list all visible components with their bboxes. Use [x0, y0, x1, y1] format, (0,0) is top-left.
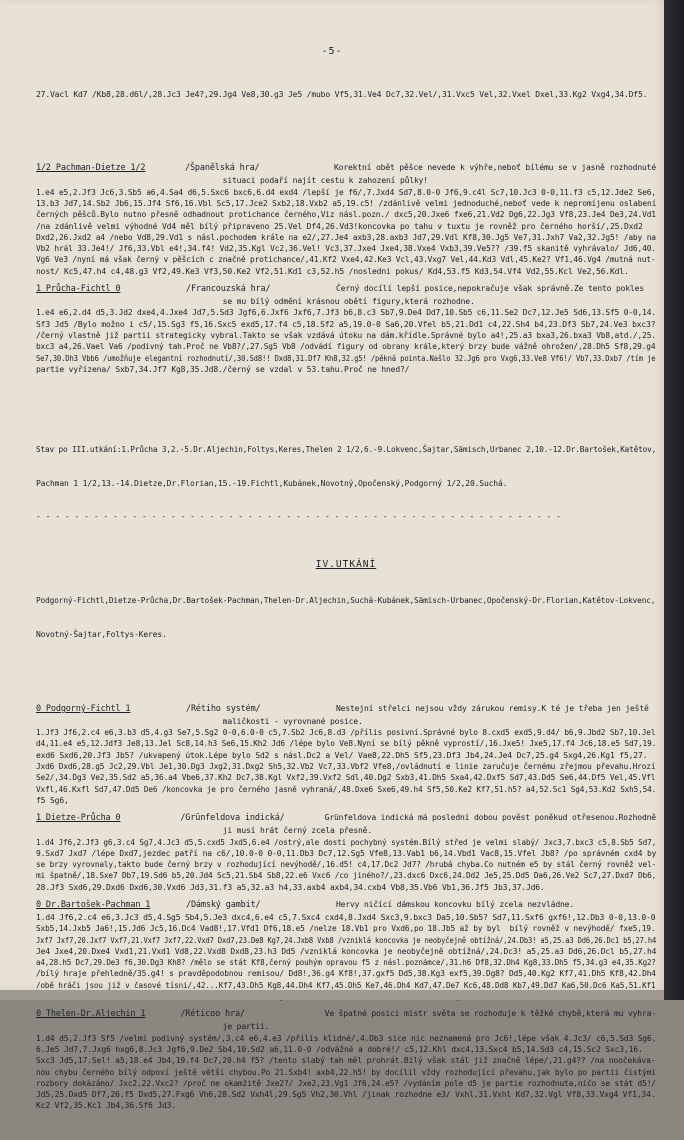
- game-opening: /Rétiho systém/: [186, 703, 261, 714]
- game-header: [36, 899, 656, 912]
- game-moves-line: nou chybu černého bílý odpoví ještě větší chybou.Po 21.Sxb4! axb4,22.h5! by docílil vždy rozhodující převahu,jak bylo po partii čistými: [36, 1067, 656, 1077]
- game-moves-line: Dxd2,26.Jxd2 a4 /nebo Vd8,29.Vd1 s násl.pochodem krále na e2/,27.Je4 axb3,28.axb3 Jd7,29.Vdl Kf8,30.Jg5 Ve7,31.Jxh7 Va2,32.Jg5! /aby na: [36, 232, 656, 242]
- game-moves-line: Se7,30.Dh3 Vbb6 /umožňuje elegantní rozhodnutí/,30.Sd8!! Dxd8,31.Df7 Kh8,32.g5! /pěkná pointa.Našlo 32.Jg6 pro Vxg6,33.Ve8 Vf6!/ Vb7,33.Dxb7 /tím je: [36, 353, 656, 363]
- game-moves-line: bxc3 a4,26.Vael Va6 /podivný tah.Proč ne Vb8?/,27.Sg5 Vb8 /odvádí figury od obrany krále,který brzy bude vážně ohrožen/,28.Dh5 Sf8,29.g4: [36, 342, 656, 352]
- game-moves-line: Sf3 Jd5 /Bylo možno i c5/,15.Sg3 f5,16.Sxc5 exd5,17.f4 c5,18.Sf2 a5,19.0-0 Sa6,20.Vfel b5,21.Dd1 c4,22.Sh4 b4,23.Df3 Sb7,24.Ve3 bxc3?: [36, 319, 656, 329]
- game-moves-line: nost/ Kc5,47.h4 c4,48.g3 Vf2,49.Ke3 Vf3,50.Ke2 Vf2,51.Kd1 c3,52.h5 /nosledni pokus/ Kd4,53.f5 Kd3,54.Vf4 Vd2,55.Kcl Ve2,56.Kdl.: [36, 266, 629, 276]
- game-moves-line: Kc2 Vf2,35.Kc1 Jb4,36.Sf6 Jd3.: [36, 1101, 176, 1111]
- game-moves-line: /bílý hraje přehledně/35.g4! s pravděpodobnou remisou/ Dd8!,36.g4 Kf8!,37.gxf5 Dd5,38.Kg3 exf5,39.Dg8? Dd5,40.Kg2 Kf7,41.Dh5 Kf8,42.Dh4: [36, 969, 656, 979]
- game-moves-line: partie vyřízena/ Sxb7,34.Jf7 Kg8,35.Jd8./černý se vzdal v 53.tahu.Proč ne hned?/: [36, 364, 410, 374]
- game-moves-line: 1.e4 e5,2.Jf3 Jc6,3.Sb5 a6,4.Sa4 d6,5.Sxc6 bxc6,6.d4 exd4 /lepší je f6/,7.Jxd4 Sd7,8.0-0 Jf6,9.c4l Sc7,10.Jc3 0-0,11.f3 c5,12.Jde2 Se6,: [36, 187, 656, 197]
- game-moves-line: Se2/,34.Dg3 Ve2,35.Sd2 a5,36.a4 Vbe6,37.Kh2 Dc7,38.Kgl Vxf2,39.Vxf2 Sdl,40.Dg2 Sxb3,41.Dh5 Sxa4,42.Dxf5 Sd7,43.Dd5 Se6,44.Df5 Vel,45.Vfl: [36, 773, 656, 783]
- pairings-line-1: Podgorný-Fichtl,Dietze-Průcha,Dr.Bartošek-Pachman,Thelen-Dr.Aljechin,Suchá-Kubánek,Sämisch-Urbanec,Opočenský-Dr.Florian,Katětov-Lokvenc,: [36, 596, 656, 606]
- game-comment: Korektní obět pěšce nevede k výhře,neboť bílému se v jasně rozhodnuté: [334, 163, 656, 173]
- game-moves-line: /černý vlastně již partii strategicky vybral.Takto se však vzdává útoku na dám.křídle.Správné bylo a4!,25.a3 bxa3,26.bxa3 Vb8,atd./,25.: [36, 330, 656, 340]
- game-moves-line: 1.e4 e6,2.d4 d5,3.Jd2 dxe4,4.Jxe4 Jd7,5.Sd3 Jgf6,6.Jxf6 Jxf6,7.Jf3 b6,8.c3 Sb7,9.De4 Dd7,10.Sb5 c6,11.Se2 Dc7,12.Je5 Sd6,13.Sf5 0-0,14.: [36, 308, 656, 318]
- game-players: 1 Průcha-Fichtl 0: [36, 284, 121, 295]
- game-comment: Hervy ničící dámskou koncovku bílý zcela nezvládne.: [336, 900, 574, 909]
- game-moves-line: Vxfl,46.Kxfl Sd7,47.Dd5 De6 /koncovka je pro černého jasně vyhraná/,48.Dxe6 Sxe6,49.h4 Sf5,50.Ke2 Kf7,51.h5? a4,52.Sc1 Sg4,53.Kd2 Sxh5,54.: [36, 784, 657, 794]
- game-moves-line: /obě hráči jsou již v časové tísni/,42...Kf7,43.Dh5 Kg8,44.Dh4 Kf7,45.Dh5 Ke7,46.Dh4 Kd7,47.De7 Kc6,48.Dd8 Kb7,49.Dd7 Ka6,50.Dc6 Ka5,51.Kf1: [36, 980, 656, 990]
- game-moves-line: Vb2 hrál 33.Je4!/ Jf6,33.Vbl e4!,34.f4! Vd2,35.Kgl Vc2,36.Vel! Vc3,37.Jxe4 Jxe4,38.Vxe4 Vxb3,39.Ve5?? /39.f5 skanitě vyhrávalo/ Jd6,40.: [36, 244, 656, 254]
- game-moves-line: /na zdánlivě velmi výhodné Vd4 měl bílý připraveno 25.Vel Df4,26.Vd3!koncovka po tahu v tuxtu je rovněž pro černého horší/,25.Dxd2: [36, 221, 643, 231]
- binder-edge: [664, 0, 684, 1000]
- intro-line: 27.Vacl Kd7 /Kb8,28.d6l/,28.Jc3 Je4?,29.Jg4 Ve8,30.g3 Je5 /mubo Vf5,31.Ve4 Dc7,32.Vel/,31.Vxc5 Vel,32.Vxel Dxel,33.Kg2 Vxg4,34.Df5.: [36, 89, 648, 99]
- game-moves-line: 1.Jf3 Jf6,2.c4 e6,3.b3 d5,4.g3 Se7,5.Sg2 0-0,6.0-0 c5,7.Sb2 Jc6,8.d3 /přílis posivní.Správné bylo 8.cxd5 exd5,9.d4/ b6,9.Jbd2 Sb7,10.Jel: [36, 728, 656, 738]
- game-players: 0 Dr.Bartošek-Pachman 1: [36, 900, 151, 910]
- game-moves-line: 6.Je5 Jd7,7.Jxg6 hxg6,8.Jc3 Jgf6,9.De2 Sb4,10.Sd2 a6,11.0-0 /odvážné a dobré!/ c5,12.Khl dxc4,13.Sxc4 b5,14.Sd3 c4,15.Sc2 Sxc3,16.: [36, 1044, 643, 1054]
- game-opening: /Dámský gambit/: [186, 900, 261, 910]
- game-moves-line: Je4 Jxe4,20.Dxe4 Vxd1,21.Vxd1 Vd8,22.Vxd8 Dxd8,23.h3 Dd5 /vzniklá koncovka je neobyčejně obtížná/,24.Dc3! a5,25.a3 Dd6,26.Dcl b5,27.h4: [36, 946, 657, 956]
- section-divider: - - - - - - - - - - - - - - - - - - - - - - - - - - - - - - - - - - - - - - - - - - - - - - - - - - - - - - -: [36, 512, 561, 522]
- game-moves-line: se mu bílý odmění krásnou obětí figury,která rozhodne.: [36, 297, 475, 307]
- game-header: [36, 162, 656, 175]
- game-comment: Grünfeldova indická má poslední dobou pověst poněkud otřesenou.Rozhodně: [324, 813, 656, 823]
- game-moves-line: 9.Sxd7 Jxd7 /lépe Dxd7,jezdec patří na c6/,10.0-0 0-0,11.Db3 Dc7,12.Sg5 Vfe8,13.Vab1 b6,14.Vbd1 Vac8,15.Vfel Jb8? /po správném cxd4 by: [36, 848, 657, 858]
- game-moves-line: 13.b3 Jd7,14.Sb2 Jb6,15.Jf4 Sf6,16.Vbl Sc5,17.Jce2 Sxb2,18.Vxb2 a5,19.c5! /zdánlivě velmi jednoduché,neboť vede k nepromíjenu oslabení: [36, 198, 657, 208]
- game-moves-line: mi špatně/,18.Sxe7 Db7,19.Sd6 b5,20.Jd4 Sc5,21.Sb4 Sb8,22.e6 Vxc6 /co jiného?/,23.dxc6 Dxc6,24.Dd2 Je5,25.Dd5 Da6,26.Ve2 Sc7,27.Dxd7 Db6,: [36, 871, 657, 881]
- standings-line-1: Stav po III.utkání:1.Průcha 3,2.-5.Dr.Aljechin,Foltys,Keres,Thelen 2 1/2,6.-9.Lokvenc,Šajtar,Sämisch,Urbanec 2,10.-12.Dr.Bartošek,Katětov,: [36, 444, 657, 454]
- game-moves-line: 1.d4 Jf6,2.c4 e6,3.Jc3 d5,4.Sg5 Sb4,5.Je3 dxc4,6.e4 c5,7.Sxc4 cxd4,8.Jxd4 Sxc3,9.bxc3 Da5,10.Sb5? Sd7,11.Sxf6 gxf6!,12.Db3 0-0,13.0-0: [36, 913, 656, 922]
- standings-line-2: Pachman 1 1/2,13.-14.Dietze,Dr.Florian,15.-19.Fichtl,Kubánek,Novotný,Opočenský,Podgorný 1/2,20.Suchá.: [36, 478, 508, 488]
- game-players: 0 Thelen-Dr.Aljechin 1: [36, 1009, 146, 1020]
- page-content: [36, 66, 656, 1140]
- page-number: -5-: [321, 46, 343, 57]
- game-moves-line: Jd5,25.Dxd5 Df7,26.f5 Dxd5,27.Fxg6 Vh6,28.Sd2 Vxh4l,29.Sg5 Vh2,30.Vhl /jinak rozhodne e3/ Vxhl,31.Vxhl Kd7,32.Vgl Vf8,33.Vxg4 Vf1,34.: [36, 1090, 656, 1100]
- game-moves-line: Vg6 Ve3 /nyní má však černý v pěšcích c značně protichance/,41.Kf2 Vxe4,42.Ke3 Vcl,43.Vxg7 Vel,44.Kd3 Vdl,45.Ke2? Vf1,46.Vg4 /mutná nut-: [36, 255, 656, 265]
- game-header: [36, 812, 656, 825]
- game-players: 1/2 Pachman-Dietze 1/2: [36, 163, 146, 174]
- game-moves-line: situaci podaří najít cestu k zahození půlky!: [36, 176, 428, 186]
- games-block-2: [36, 703, 656, 1118]
- game-moves-line: f5 Sg6,: [36, 795, 69, 805]
- game-moves-line: ji musí hrát černý zcela přesně.: [36, 826, 372, 836]
- games-block-1: [36, 162, 656, 381]
- game-players: 1 Dietze-Průcha 0: [36, 813, 121, 824]
- game-moves-line: je partii.: [36, 1022, 270, 1032]
- game-header: [36, 1008, 656, 1021]
- game-moves-line: exd6 Sxd6,20.Jf3 Jb5? /ukvapený útok.Lépe bylo Sd2 s násl.Dc2 a Vel/ Vae8,22.Dh5 Sf5,23.Df3 Jb4,24.Je4 Dc7,25.g4 Sxg4,26.Kg1 f5,27.: [36, 750, 648, 760]
- game-moves-line: d4,11.e4 e5,12.Jdf3 Je8,13.Jel Sc8,14.h3 Se6,15.Kh2 Jd6 /lépe bylo Ve8.Nyní se bílý pěkně vyprostí/,16.Jxe5! Jxe5,17.f4 Jc6,18.e5 Sd7,19.: [36, 739, 657, 749]
- round-title: IV.UTKÁNÍ: [315, 558, 377, 570]
- game-header: [36, 283, 656, 296]
- game-moves-line: 1.d4 d5,2.Jf3 Sf5 /velmi podivný systém/,3.c4 e6,4.e3 /přílis klidné/,4.Db3 sice nic neznamená pro Jc6!,lépe však 4.Jc3/ c6,5.Sd3 Sg6,: [36, 1033, 657, 1043]
- game-opening: /Španělská hra/: [185, 163, 260, 174]
- game-moves-line: Jxd6 Dxd6,28.g5 Jc2,29.Vbl Je1,30.Dg3 Jxg2,31.Dxg2 Sh5,32.Vb2 Vc7,33.Vbf2 Vfe8,/ovládnutí e linie zaručuje černému zřejmou převahu.Hrozí: [36, 762, 656, 772]
- game-moves-line: Jxf7 Jxf7,20.Jxf7 Vxf7,21.Vxf7 Jxf7,22.Vxd7 Dxd7,23.De8 Kg7,24.Jxb8 Vxb8 /vzniklá koncovka je neobyčejně obtížná/,24.Db3! a5,25.a3 Dd6,26.Dc1 b5,27.h4: [36, 935, 657, 945]
- game-moves-line: a4,28.h5 Dc7,29.De3 f6,30.Dg3 Kh8? /mělo se stát Kf8,černý pouhým opravou f5 z násl.poznámce/,31.h6 Df8,32.Dh4 Kg8,33.Dh5 f5,34.g3 e4,35.Kg2?: [36, 958, 656, 968]
- game-opening: /Francouzská hra/: [186, 284, 271, 295]
- game-moves-line: 1.d4 Jf6,2.Jf3 g6,3.c4 Sg7,4.Jc3 d5,5.cxd5 Jxd5,6.e4 /ostrý,ale dosti pochybný systém.Bílý střed je velmi slabý/ Jxc3,7.bxc3 c5,8.Sb5 Sd7,: [36, 837, 657, 847]
- game-moves-line: maličkosti - vyrovnané posice.: [36, 716, 363, 726]
- game-comment: Nestejní střelci nejsou vždy zárukou remisy.K té je třeba jen ještě: [336, 703, 649, 713]
- game-players: 0 Podgorný-Fichtl 1: [36, 703, 131, 714]
- game-moves-line: 28.Jf3 Sxd6,29.Dxd6 Dxd6,30.Vxd6 Jd3,31.f3 a5,32.a3 h4,33.axb4 axb4,34.cxb4 Vb8,35.Vb6 Vb1,36.Jf5 Jb3,37.Jd6.: [36, 882, 545, 892]
- game-opening: /Grünfeldova indická/: [180, 813, 285, 824]
- game-moves-line: Sxc3 Jd5,17.Sel! a5,18.e4 Jb4,19.f4 Dc7,20.h4 f5? /tento slabý tah měl prohrát.Bílý však stál již značně lépe/,21.g4?? /na noočekáva-: [36, 1056, 656, 1066]
- game-opening: /Réticoo hra/: [180, 1009, 245, 1020]
- game-comment: Ve špatné posici mistr světa se rozhoduje k těžké chybě,která mu vyhra-: [324, 1009, 656, 1019]
- page-bottom-edge: [0, 990, 664, 1000]
- pairings-line-2: Novotný-Šajtar,Foltys-Keres.: [36, 630, 167, 640]
- game-moves-line: rozbory dokázáno/ Jxc2,22.Vxc2? /proč ne okamžitě Jxe2?/ Jxe2,23.Vg1 Jf6,24.e5? /vydáním pole d5 je partie rozhodnuta,ničo se stát d5!/: [36, 1078, 656, 1088]
- game-header: [36, 703, 656, 716]
- game-moves-line: černých pěšců.Bylo nutno přesně odhadnout protichance černého,Viz násl.pozn./ dxc5,20.Jxe6 fxe6,21.Vd2 Dg6,22.Jg3 Vf8,23.Je4 De3,24.Vd1: [36, 210, 656, 220]
- game-moves-line: se brzy vyrovnaly,takto bude černý brzy v rozhodující nevýhodě/,16.d5! c4,17.Dc2 Jd7? /hrubá chyba.Co nutném e5 by stál černý rovněž vel-: [36, 860, 657, 870]
- game-comment: Černý docílí lepší posice,nepokračuje však správně.Ze tento pokles: [336, 284, 644, 294]
- game-moves-line: Sxb5,14.Jxb5 Ja6!,15.Jd6 Jc5,16.Dc4 Vad8!,17.Vfd1 Df6,18.e5 /nelze 18.Vb1 pro Vxd6,po 18.Jb5 až by byl bílý rovněž v nevýhodě/ fxe5,19.: [36, 924, 656, 934]
